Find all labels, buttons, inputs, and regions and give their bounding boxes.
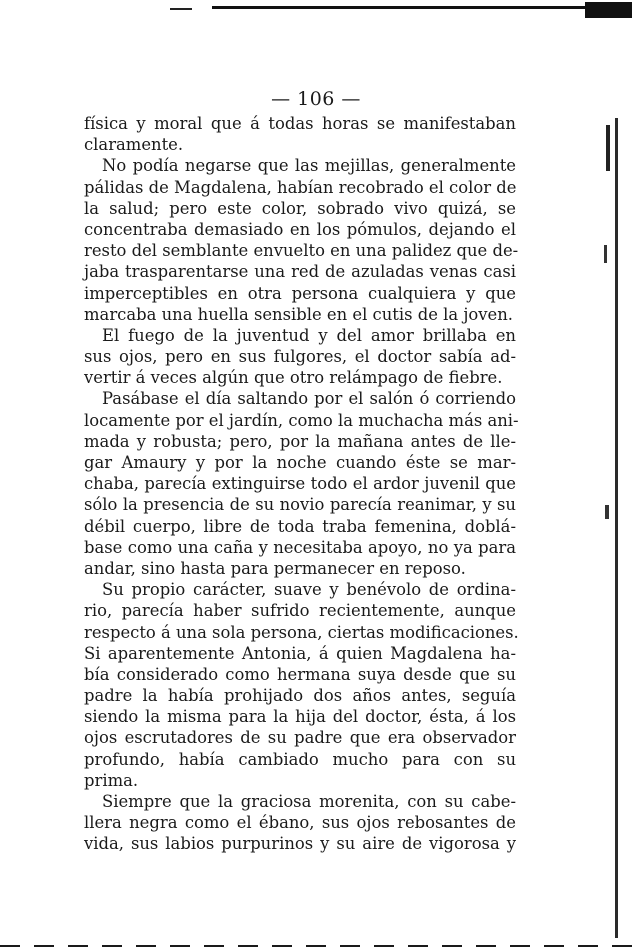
text-line: Si aparentemente Antonia, á quien Magdalena ha- — [84, 643, 516, 663]
text-line: pálidas de Magdalena, habían recobrado el color de — [84, 177, 517, 197]
page-edge-rule — [615, 118, 618, 938]
text-line: vertir á veces algún que otro relámpago de fiebre. — [84, 368, 503, 388]
page-number: — 106 — — [271, 88, 361, 110]
text-line: El fuego de la juventud y del amor brillaba en — [102, 325, 516, 345]
top-rule-left — [170, 8, 192, 10]
top-corner-mark — [585, 2, 632, 18]
margin-mark — [605, 505, 609, 519]
text-line: vida, sus labios purpurinos y su aire de vigorosa y — [84, 834, 516, 854]
text-line: claramente. — [84, 135, 184, 155]
text-line: andar, sino hasta para permanecer en reposo. — [84, 558, 466, 578]
margin-mark — [606, 125, 610, 171]
text-line: marcaba una huella sensible en el cutis de la joven. — [84, 304, 514, 324]
text-line: bía considerado como hermana suya desde que su — [84, 664, 516, 684]
text-line: No podía negarse que las mejillas, generalmente — [102, 156, 516, 176]
text-line: llera negra como el ébano, sus ojos rebosantes de — [84, 813, 516, 833]
text-line: resto del semblante envuelto en una palidez que de- — [84, 241, 519, 261]
text-line: Su propio carácter, suave y benévolo de ordina- — [102, 580, 516, 600]
text-line: gar Amaury y por la noche cuando éste se mar- — [84, 453, 516, 472]
text-line: base como una caña y necesitaba apoyo, no ya para — [84, 537, 516, 557]
top-rule-right — [212, 6, 632, 9]
text-line: ojos escrutadores de su padre que era observador — [84, 728, 516, 748]
text-line: jaba trasparentarse una red de azuladas venas casi — [84, 262, 516, 282]
text-line: profundo, había cambiado mucho para con su — [84, 749, 516, 769]
text-line: prima. — [84, 770, 139, 790]
bottom-dashed-rule — [0, 941, 632, 951]
text-line: concentraba demasiado en los pómulos, dejando el — [84, 219, 516, 239]
text-line: sus ojos, pero en sus fulgores, el doctor sabía ad- — [84, 347, 516, 367]
text-line: sólo la presencia de su novio parecía reanimar, y su — [84, 495, 516, 515]
text-line: siendo la misma para la hija del doctor, ésta, á los — [84, 707, 516, 727]
margin-mark — [604, 245, 607, 263]
text-line: padre la había prohijado dos años antes, seguía — [84, 686, 516, 706]
text-line: Pasábase el día saltando por el salón ó corriendo — [102, 389, 516, 409]
text-line: locamente por el jardín, como la muchacha más ani- — [84, 410, 519, 430]
text-line: mada y robusta; pero, por la mañana antes de lle- — [84, 431, 516, 451]
body-text — [84, 113, 519, 855]
text-line: Siempre que la graciosa morenita, con su cabe- — [102, 792, 516, 811]
text-line: física y moral que á todas horas se manifestaban — [84, 114, 516, 133]
text-line: chaba, parecía extinguirse todo el ardor juvenil que — [84, 474, 516, 494]
text-line: débil cuerpo, libre de toda traba femenina, doblá- — [84, 516, 516, 536]
text-line: la salud; pero este color, sobrado vivo quizá, se — [84, 198, 516, 218]
text-line: imperceptibles en otra persona cualquiera y que — [84, 283, 516, 303]
text-line: respecto á una sola persona, ciertas modificaciones. — [84, 622, 519, 642]
text-line: rio, parecía haber sufrido recientemente, aunque — [84, 601, 516, 621]
